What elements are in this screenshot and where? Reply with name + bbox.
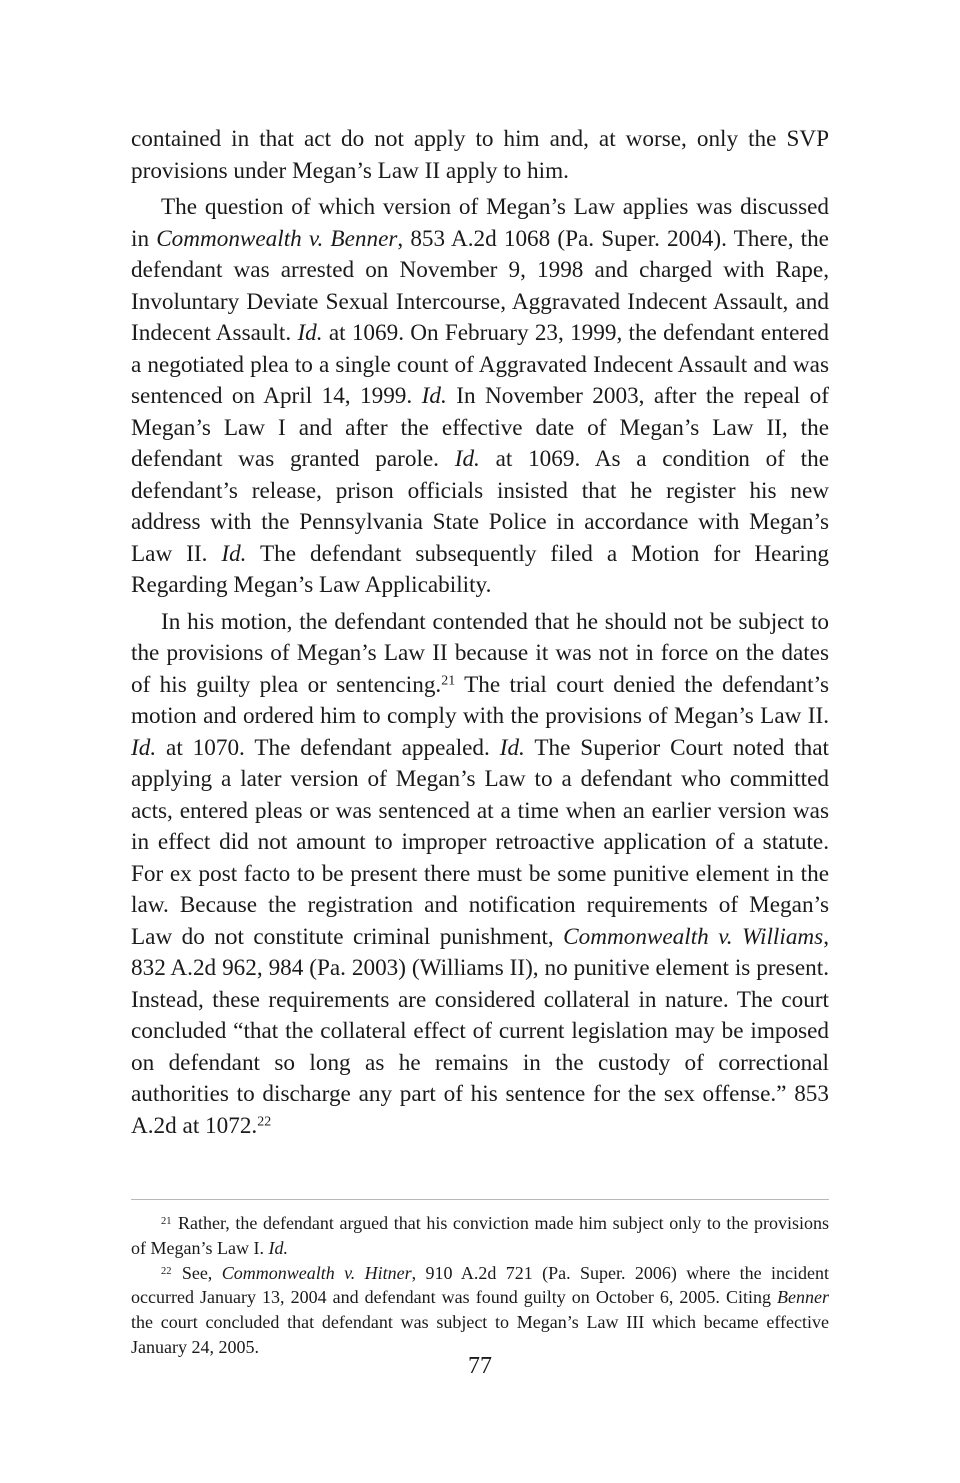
text-run: The defendant subsequently filed a Motion for Hearing Regarding Megan’s Law Applicability.: [131, 540, 830, 598]
footnote-22: [131, 1261, 829, 1360]
citation-italic: Id.: [131, 734, 157, 761]
text-run: In November 2003, after the repeal of Megan’s Law I and after the effective date of Megan’s Law II, the defendant was granted parole.: [131, 383, 829, 472]
text-run: The question of which version of Megan’s Law applies was discussed in: [131, 194, 829, 252]
footnote-ref: 21: [441, 672, 456, 688]
paragraph-2: [131, 192, 829, 602]
footnote-ref: 21: [161, 1216, 172, 1228]
text-run: at 1070. The defendant appealed.: [156, 734, 500, 761]
text-run: , 910 A.2d 721 (Pa. Super. 2006) where the incident occurred January 13, 2004 and defendant was found guilty on October 6, 2005. Citing: [131, 1262, 829, 1308]
footnote-ref: 22: [257, 1113, 272, 1129]
footnotes: [131, 1211, 829, 1360]
text-run: The Superior Court noted that applying a later version of Megan’s Law to a defendant who committed acts, entered pleas or was sentenced at a time when an earlier version was in effect did not amount to improper retroactive application of a statute. For ex post facto to be present there must be some punitive element in the law. Because the registration and notification requirements of Megan’s Law do not constitute criminal punishment,: [131, 734, 829, 950]
paragraph-1: [131, 124, 829, 187]
citation-italic: Id.: [268, 1237, 288, 1258]
citation-italic: Id.: [297, 320, 323, 346]
page-number: 77: [468, 1353, 492, 1379]
text-run: , 853 A.2d 1068 (Pa. Super. 2004). There, the defendant was arrested on November 9, 1998 and charged with Rape, Involuntary Deviate Sexual Intercourse, Aggravated Indecent Assault, and Indecent Assault.: [131, 225, 829, 346]
text-run: The trial court denied the defendant’s motion and ordered him to comply with the provisions of Megan’s Law II.: [131, 671, 829, 729]
paragraph-3: [131, 607, 829, 1143]
text-run: Rather, the defendant argued that his conviction made him subject only to the provisions of Megan’s Law I.: [131, 1213, 829, 1258]
text-run: See,: [172, 1262, 222, 1283]
footnote-21: [131, 1211, 829, 1261]
citation-italic: Id.: [421, 383, 447, 409]
citation-italic: Id.: [221, 540, 247, 567]
footnote-ref: 22: [161, 1265, 172, 1277]
text-run: at 1069. As a condition of the defendant’s release, prison officials insisted that he register his new address with the Pennsylvania State Police in accordance with Megan’s Law II.: [131, 446, 829, 567]
citation-italic: Benner: [777, 1287, 829, 1308]
text-run: the court concluded that defendant was subject to Megan’s Law III which became effective January 24, 2005.: [131, 1312, 829, 1357]
footnote-separator: [131, 1199, 829, 1200]
citation-italic: Id.: [454, 446, 480, 472]
text-run: In his motion, the defendant contended that he should not be subject to the provisions of Megan’s Law II because it was not in force on the dates of his guilty plea or sentencing.: [131, 608, 829, 698]
citation-italic: Commonwealth v. Benner: [156, 225, 398, 252]
citation-italic: Commonwealth v. Hitner: [221, 1262, 412, 1283]
text-run: contained in that act do not apply to him and, at worse, only the SVP provisions under Megan’s Law II apply to him.: [131, 126, 829, 184]
text-run: at 1069. On February 23, 1999, the defendant entered a negotiated plea to a single count of Aggravated Indecent Assault and was sentenced on April 14, 1999.: [131, 320, 830, 409]
text-run: , 832 A.2d 962, 984 (Pa. 2003) (Williams II), no punitive element is present. Instead, these requirements are considered collateral in nature. The court concluded “that the collateral effect of current legislation may be imposed on defendant so long as he remains in the custody of correctional authorities to discharge any part of his sentence for the sex offense.” 853 A.2d at 1072.: [131, 923, 829, 1139]
citation-italic: Id.: [499, 734, 525, 761]
body-text: [131, 124, 829, 1142]
citation-italic: Commonwealth v. Williams: [563, 923, 824, 950]
